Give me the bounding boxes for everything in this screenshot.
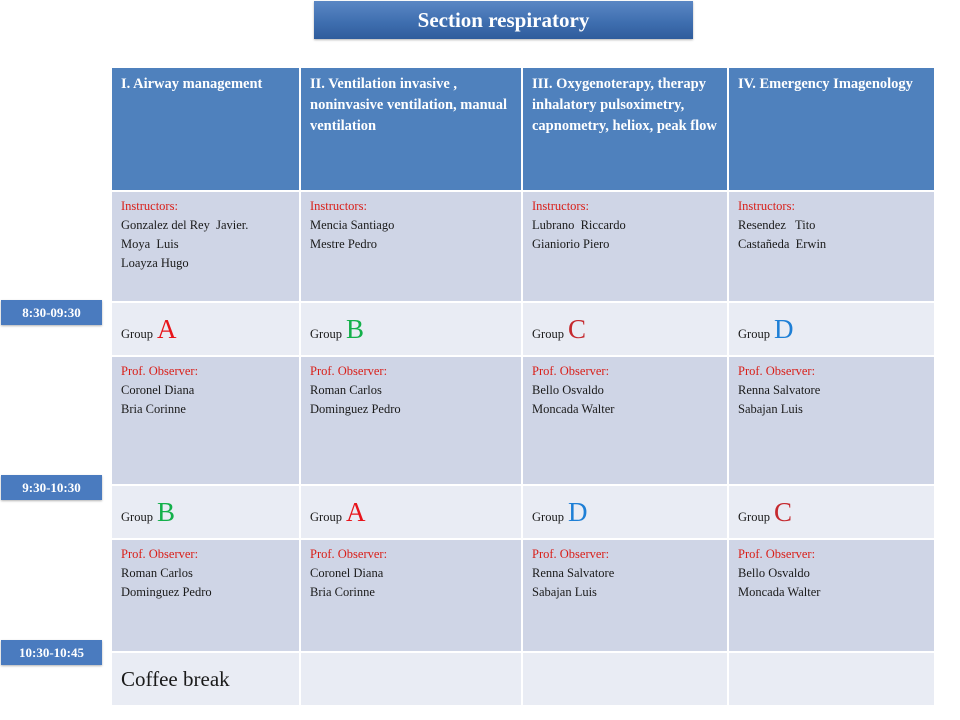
observer-name: Renna Salvatore (532, 566, 615, 580)
group-letter: A (345, 496, 366, 527)
observer-cell (728, 539, 935, 652)
group-letter: B (156, 496, 175, 527)
instructors-row (111, 191, 935, 302)
group-cell (300, 485, 522, 539)
observers-row-session-2 (111, 539, 935, 652)
observer-name: Bello Osvaldo (532, 383, 604, 397)
instructor-name: Castañeda Erwin (738, 237, 827, 251)
observer-name: Coronel Diana (121, 383, 195, 397)
observer-name: Sabajan Luis (738, 402, 803, 416)
empty-cell (728, 652, 935, 706)
observer-name: Bria Corinne (121, 402, 186, 416)
observer-label: Prof. Observer: (532, 364, 610, 378)
observer-cell (111, 356, 300, 485)
group-label: Group (310, 509, 342, 524)
time-slot-1: 8:30-09:30 (1, 300, 102, 325)
observer-name: Roman Carlos (121, 566, 193, 580)
group-letter: A (156, 313, 177, 344)
group-letter: C (567, 313, 586, 344)
instructor-name: Mestre Pedro (310, 237, 377, 251)
observer-label: Prof. Observer: (738, 364, 816, 378)
instructors-cell (728, 191, 935, 302)
instructor-name: Moya Luis (121, 237, 179, 251)
group-cell (300, 302, 522, 356)
observer-name: Coronel Diana (310, 566, 384, 580)
group-cell (111, 485, 300, 539)
group-label: Group (532, 509, 564, 524)
observer-label: Prof. Observer: (738, 547, 816, 561)
header-emergency-imagenology: IV. Emergency Imagenology (728, 67, 935, 191)
observer-cell (522, 539, 728, 652)
instructors-label: Instructors: (310, 199, 367, 213)
group-letter: B (345, 313, 364, 344)
group-row-session-1 (111, 302, 935, 356)
observer-label: Prof. Observer: (532, 547, 610, 561)
observer-cell (300, 356, 522, 485)
group-cell (728, 485, 935, 539)
instructors-label: Instructors: (532, 199, 589, 213)
instructor-name: Lubrano Riccardo (532, 218, 626, 232)
group-label: Group (121, 326, 153, 341)
time-slot-3: 10:30-10:45 (1, 640, 102, 665)
group-row-session-2 (111, 485, 935, 539)
instructor-name: Resendez Tito (738, 218, 816, 232)
group-cell (728, 302, 935, 356)
observer-name: Dominguez Pedro (310, 402, 401, 416)
header-oxygenoterapy: III. Oxygenoterapy, therapy inhalatory pulsoximetry, capnometry, heliox, peak flow (522, 67, 728, 191)
instructors-cell (522, 191, 728, 302)
observer-cell (111, 539, 300, 652)
group-letter: D (567, 496, 588, 527)
instructors-cell (300, 191, 522, 302)
group-label: Group (121, 509, 153, 524)
coffee-break-cell (111, 652, 300, 706)
header-row (111, 67, 935, 191)
instructor-name: Mencia Santiago (310, 218, 395, 232)
group-cell (111, 302, 300, 356)
time-slot-2: 9:30-10:30 (1, 475, 102, 500)
observer-name: Bria Corinne (310, 585, 375, 599)
instructor-name: Loayza Hugo (121, 256, 189, 270)
section-title: Section respiratory (314, 1, 693, 39)
instructors-label: Instructors: (121, 199, 178, 213)
observer-name: Sabajan Luis (532, 585, 597, 599)
observer-name: Dominguez Pedro (121, 585, 212, 599)
observer-name: Moncada Walter (738, 585, 821, 599)
group-letter: C (773, 496, 792, 527)
group-label: Group (532, 326, 564, 341)
observer-label: Prof. Observer: (121, 547, 199, 561)
observer-label: Prof. Observer: (310, 547, 388, 561)
group-cell (522, 485, 728, 539)
observer-name: Roman Carlos (310, 383, 382, 397)
empty-cell (300, 652, 522, 706)
observer-cell (728, 356, 935, 485)
observer-name: Moncada Walter (532, 402, 615, 416)
observer-cell (300, 539, 522, 652)
observer-label: Prof. Observer: (121, 364, 199, 378)
header-ventilation: II. Ventilation invasive , noninvasive ventilation, manual ventilation (300, 67, 522, 191)
schedule-table (110, 66, 936, 707)
coffee-break-row (111, 652, 935, 706)
observer-cell (522, 356, 728, 485)
header-airway-management: I. Airway management (111, 67, 300, 191)
group-cell (522, 302, 728, 356)
instructor-name: Gonzalez del Rey Javier. (121, 218, 249, 232)
observer-label: Prof. Observer: (310, 364, 388, 378)
group-letter: D (773, 313, 794, 344)
observer-name: Renna Salvatore (738, 383, 821, 397)
empty-cell (522, 652, 728, 706)
instructor-name: Gianiorio Piero (532, 237, 610, 251)
instructors-label: Instructors: (738, 199, 795, 213)
observer-name: Bello Osvaldo (738, 566, 810, 580)
coffee-break-label: Coffee break (121, 666, 230, 691)
group-label: Group (738, 509, 770, 524)
group-label: Group (738, 326, 770, 341)
observers-row-session-1 (111, 356, 935, 485)
group-label: Group (310, 326, 342, 341)
instructors-cell (111, 191, 300, 302)
